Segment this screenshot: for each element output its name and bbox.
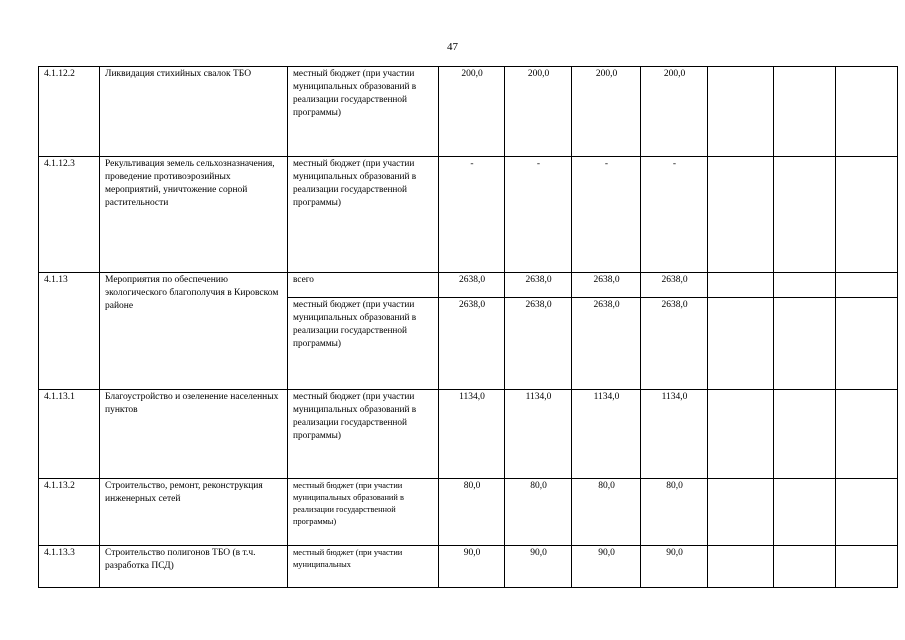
empty-cell [708, 479, 774, 546]
row-code: 4.1.13.3 [39, 546, 100, 588]
value-cell: 200,0 [572, 67, 641, 157]
value-cell: 2638,0 [505, 298, 572, 390]
empty-cell [836, 546, 898, 588]
empty-cell [836, 157, 898, 273]
value-cell: 2638,0 [572, 273, 641, 298]
value-cell: 2638,0 [505, 273, 572, 298]
value-cell: 1134,0 [572, 390, 641, 479]
row-code: 4.1.12.3 [39, 157, 100, 273]
funding-source: местный бюджет (при участии муниципальных образований в реализации государственной программы) [288, 157, 439, 273]
empty-cell [836, 273, 898, 298]
empty-cell [774, 67, 836, 157]
funding-source: местный бюджет (при участии муниципальных образований в реализации государственной программы) [288, 479, 439, 546]
table-row [39, 273, 898, 298]
table-row [39, 67, 898, 157]
value-cell: 80,0 [572, 479, 641, 546]
value-cell: 1134,0 [641, 390, 708, 479]
table-row [39, 546, 898, 588]
value-cell: 2638,0 [641, 298, 708, 390]
row-name: Ликвидация стихийных свалок ТБО [100, 67, 288, 157]
value-cell: 80,0 [505, 479, 572, 546]
value-cell: - [572, 157, 641, 273]
table-row [39, 157, 898, 273]
value-cell: 2638,0 [641, 273, 708, 298]
row-name: Благоустройство и озеленение населенных пунктов [100, 390, 288, 479]
empty-cell [774, 546, 836, 588]
value-cell: 200,0 [439, 67, 505, 157]
empty-cell [708, 546, 774, 588]
funding-source: местный бюджет (при участии муниципальных [288, 546, 439, 588]
row-name: Мероприятия по обеспечению экологического благополучия в Кировском районе [100, 273, 288, 390]
value-cell: 2638,0 [439, 273, 505, 298]
row-code: 4.1.13 [39, 273, 100, 390]
funding-source: местный бюджет (при участии муниципальных образований в реализации государственной программы) [288, 390, 439, 479]
empty-cell [774, 390, 836, 479]
value-cell: - [439, 157, 505, 273]
value-cell: 80,0 [641, 479, 708, 546]
funding-source: местный бюджет (при участии муниципальных образований в реализации государственной программы) [288, 67, 439, 157]
empty-cell [774, 157, 836, 273]
empty-cell [708, 273, 774, 298]
funding-source: местный бюджет (при участии муниципальных образований в реализации государственной программы) [288, 298, 439, 390]
empty-cell [708, 157, 774, 273]
value-cell: - [641, 157, 708, 273]
row-code: 4.1.13.2 [39, 479, 100, 546]
empty-cell [774, 298, 836, 390]
table-row [39, 479, 898, 546]
empty-cell [836, 298, 898, 390]
value-cell: 90,0 [505, 546, 572, 588]
page-number: 47 [447, 41, 458, 53]
value-cell: 2638,0 [439, 298, 505, 390]
value-cell: 1134,0 [439, 390, 505, 479]
empty-cell [836, 390, 898, 479]
value-cell: 90,0 [572, 546, 641, 588]
value-cell: 80,0 [439, 479, 505, 546]
row-code: 4.1.13.1 [39, 390, 100, 479]
value-cell: 90,0 [439, 546, 505, 588]
value-cell: 1134,0 [505, 390, 572, 479]
empty-cell [708, 298, 774, 390]
row-name: Рекультивация земель сельхозназначения, проведение противоэрозийных мероприятий, уничтожение сорной растительности [100, 157, 288, 273]
empty-cell [836, 479, 898, 546]
empty-cell [774, 479, 836, 546]
table-row [39, 390, 898, 479]
empty-cell [836, 67, 898, 157]
value-cell: 200,0 [641, 67, 708, 157]
row-code: 4.1.12.2 [39, 67, 100, 157]
value-cell: - [505, 157, 572, 273]
value-cell: 200,0 [505, 67, 572, 157]
funding-source: всего [288, 273, 439, 298]
budget-table [38, 66, 898, 588]
value-cell: 2638,0 [572, 298, 641, 390]
empty-cell [708, 390, 774, 479]
value-cell: 90,0 [641, 546, 708, 588]
row-name: Строительство полигонов ТБО (в т.ч. разработка ПСД) [100, 546, 288, 588]
empty-cell [774, 273, 836, 298]
row-name: Строительство, ремонт, реконструкция инженерных сетей [100, 479, 288, 546]
empty-cell [708, 67, 774, 157]
